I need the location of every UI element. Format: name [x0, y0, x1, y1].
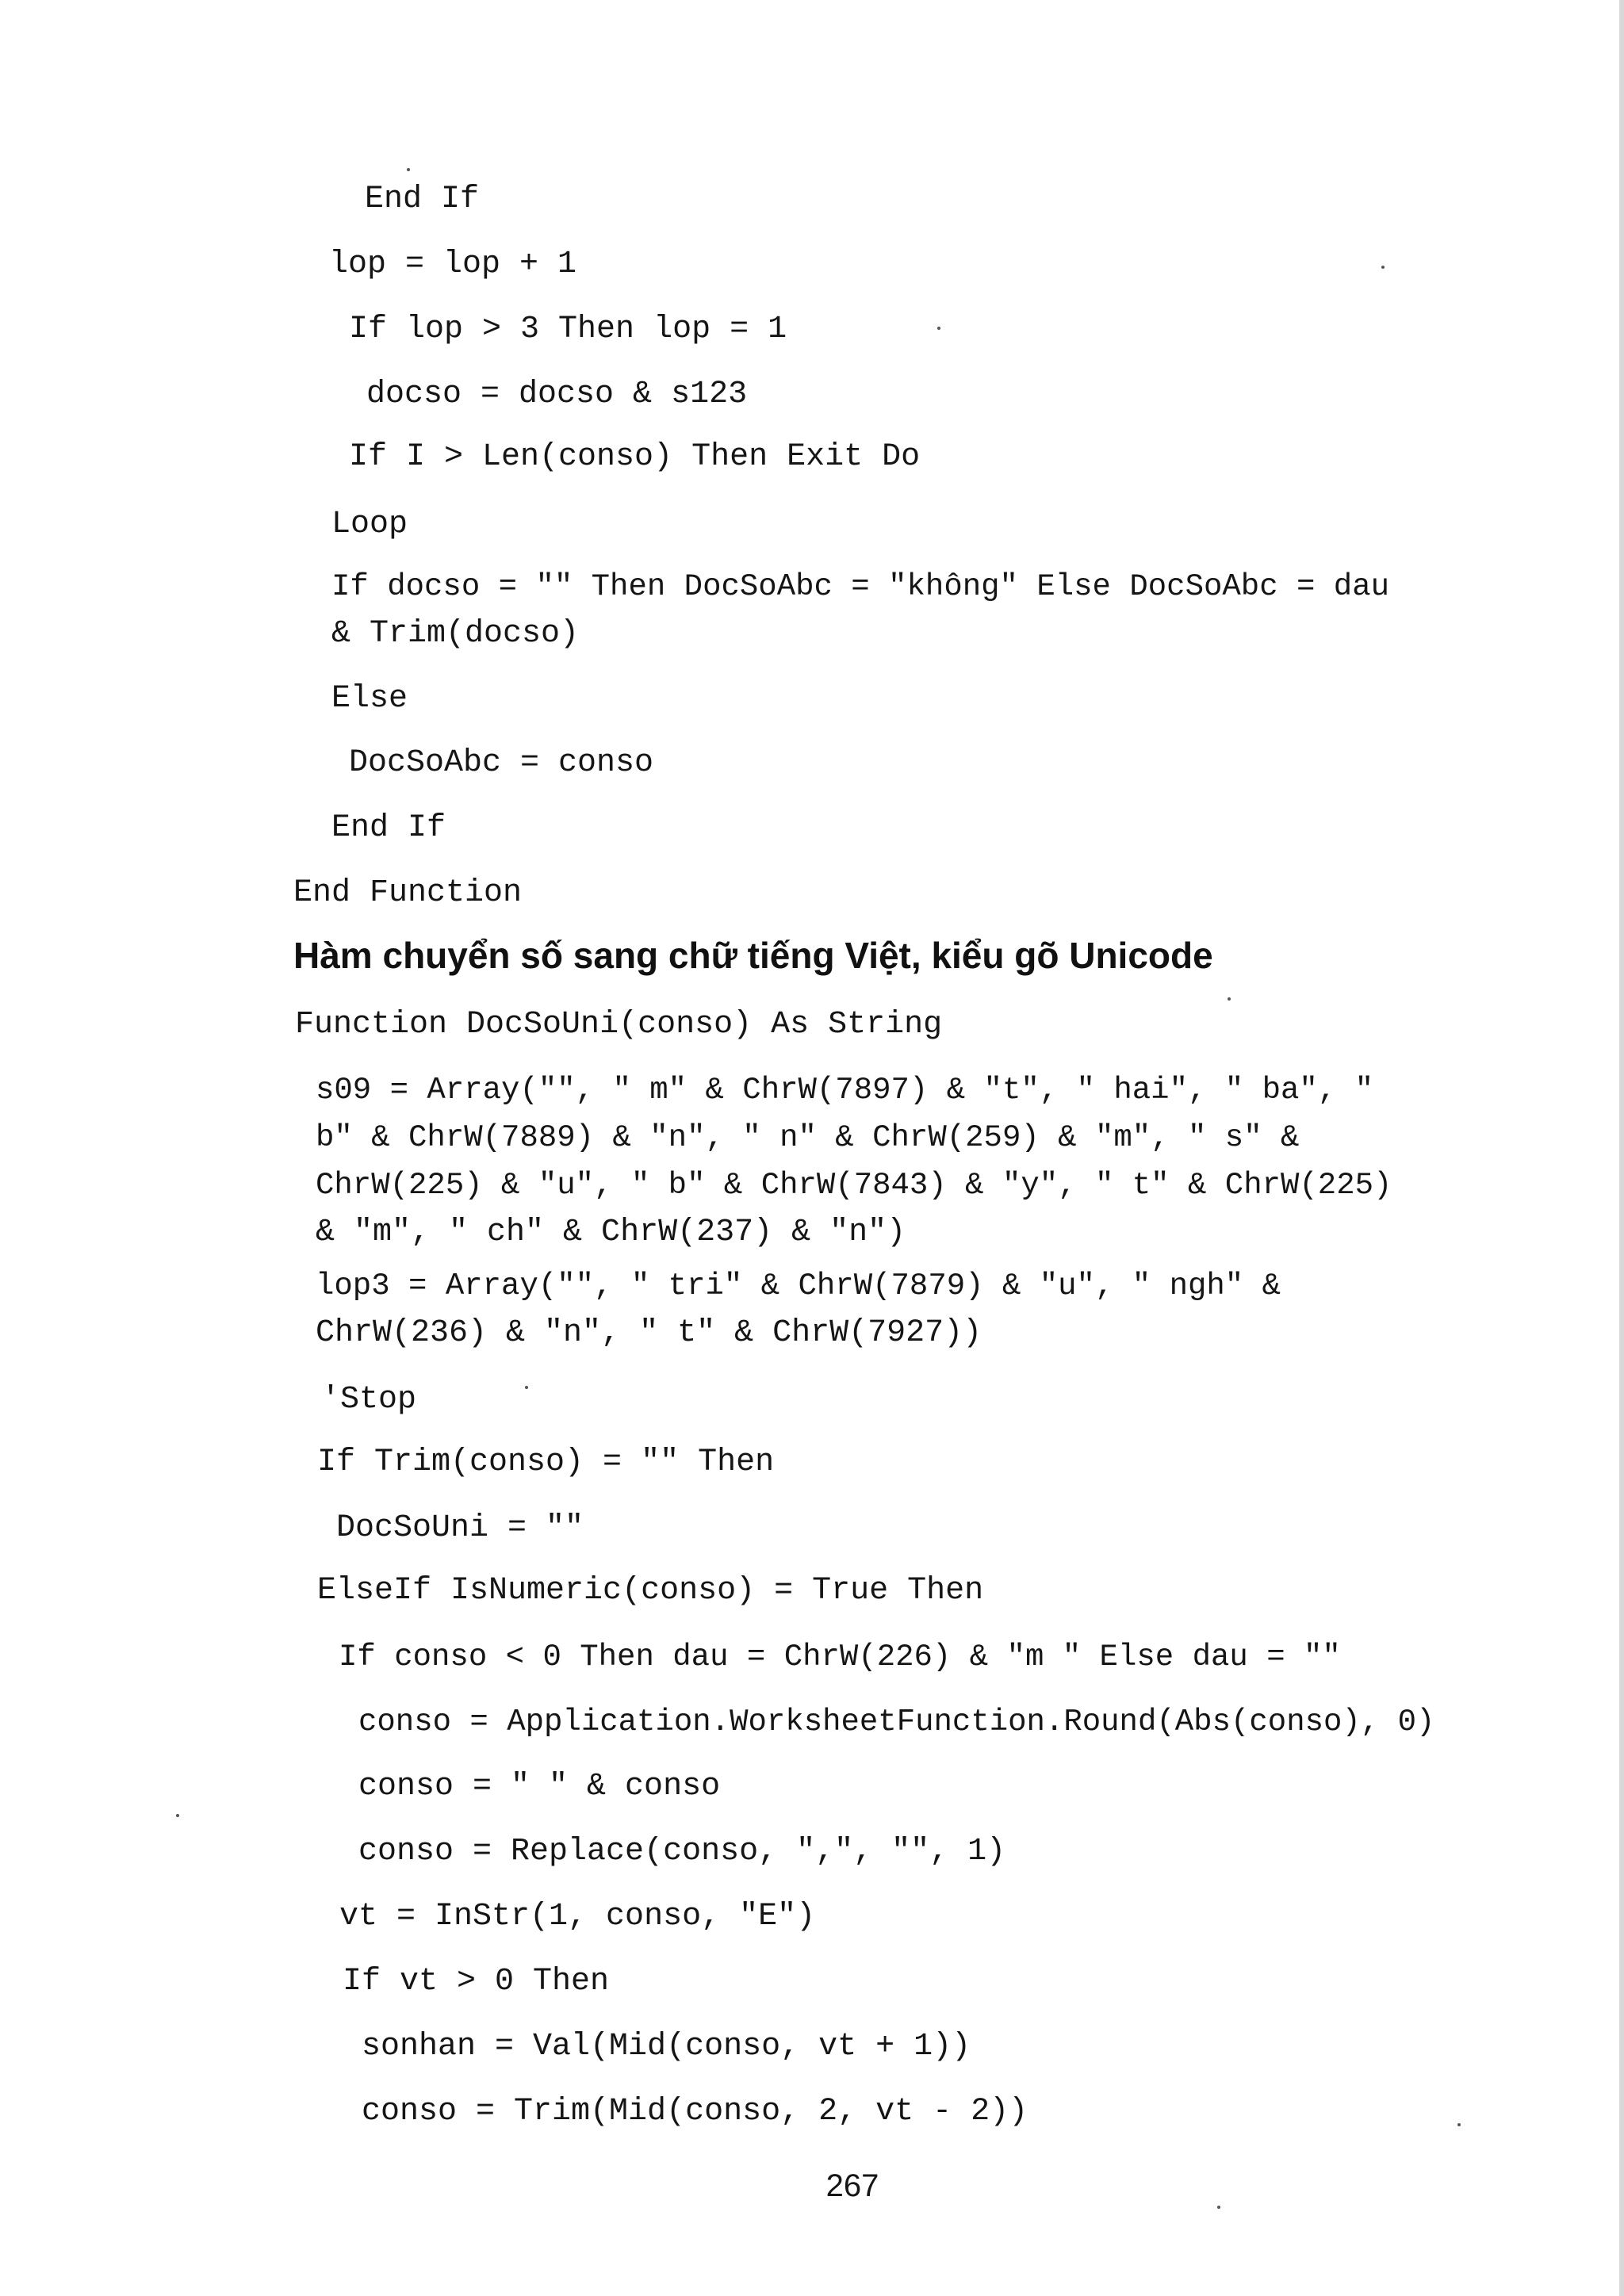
code-line: If I > Len(conso) Then Exit Do: [349, 439, 921, 475]
code-line: & Trim(docso): [331, 616, 580, 652]
code-line: conso = Replace(conso, ",", "", 1): [358, 1834, 1006, 1869]
code-line: End Function: [293, 875, 523, 911]
code-line: ChrW(236) & "n", " t" & ChrW(7927)): [316, 1315, 982, 1351]
code-line: Function DocSoUni(conso) As String: [295, 1007, 943, 1043]
code-line: conso = Application.WorksheetFunction.Round(Abs(conso), 0): [358, 1705, 1435, 1739]
code-line: ChrW(225) & "u", " b" & ChrW(7843) & "y", " t" & ChrW(225): [316, 1168, 1392, 1203]
code-line: lop = lop + 1: [329, 247, 577, 282]
code-line: ElseIf IsNumeric(conso) = True Then: [317, 1573, 984, 1609]
code-line: End If: [365, 182, 480, 217]
code-line: & "m", " ch" & ChrW(237) & "n"): [316, 1215, 906, 1250]
code-line: conso = " " & conso: [358, 1769, 721, 1804]
page-number: 267: [825, 2168, 879, 2203]
code-line: sonhan = Val(Mid(conso, vt + 1)): [362, 2029, 971, 2064]
code-line: If docso = "" Then DocSoAbc = "không" Else DocSoAbc = dau: [331, 569, 1390, 604]
scan-speck: [1228, 997, 1231, 1001]
code-line: lop3 = Array("", " tri" & ChrW(7879) & "u", " ngh" &: [316, 1269, 1281, 1303]
code-line: DocSoUni = "": [336, 1510, 584, 1546]
code-line: If vt > 0 Then: [343, 1964, 610, 1999]
code-line: 'Stop: [321, 1382, 417, 1418]
code-line: conso = Trim(Mid(conso, 2, vt - 2)): [362, 2094, 1028, 2130]
code-line: b" & ChrW(7889) & "n", " n" & ChrW(259) & "m", " s" &: [316, 1120, 1300, 1155]
scan-speck: [407, 168, 410, 171]
code-line: Loop: [331, 507, 408, 542]
scan-speck: [176, 1814, 179, 1817]
code-line: vt = InStr(1, conso, "E"): [339, 1899, 816, 1934]
code-line: DocSoAbc = conso: [349, 745, 654, 781]
scan-speck: [1217, 2206, 1220, 2209]
code-line: End If: [331, 810, 446, 846]
scan-speck: [525, 1386, 528, 1389]
code-line: If lop > 3 Then lop = 1: [349, 312, 787, 347]
code-line: If Trim(conso) = "" Then: [317, 1445, 775, 1480]
section-heading: Hàm chuyển số sang chữ tiếng Việt, kiểu gõ Unicode: [293, 935, 1213, 976]
scan-speck: [1381, 266, 1385, 269]
scan-edge: [1619, 0, 1624, 2296]
code-line: Else: [331, 681, 408, 717]
scan-speck: [937, 327, 940, 330]
code-line: docso = docso & s123: [366, 377, 748, 412]
code-line: s09 = Array("", " m" & ChrW(7897) & "t", " hai", " ba", ": [316, 1073, 1374, 1108]
code-line: If conso < 0 Then dau = ChrW(226) & "m " Else dau = "": [339, 1640, 1341, 1674]
scan-speck: [1457, 2123, 1461, 2126]
